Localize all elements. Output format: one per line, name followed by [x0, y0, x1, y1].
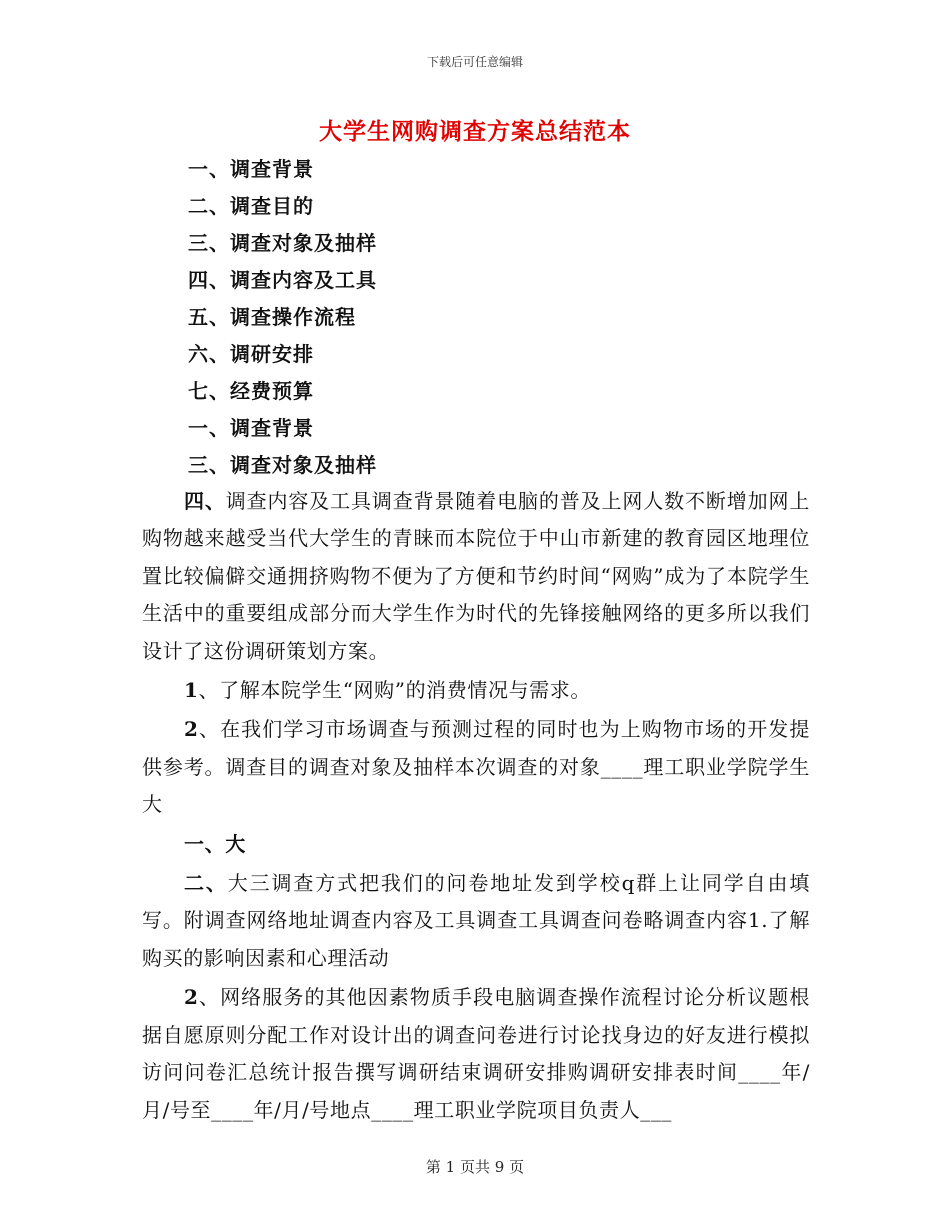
paragraph-text: 、在我们学习市场调查与预测过程的同时也为上购物市场的开发提供参考。调查目的调查对象及抽样本次调查的对象____理工职业学院学生大 [142, 717, 810, 817]
paragraph-process [142, 979, 810, 1129]
header-note: 下载后可任意编辑 [426, 55, 523, 69]
outline-list [188, 154, 377, 487]
paragraph-heading: 一、大 [184, 831, 246, 856]
paragraph-lead: 1 [184, 678, 199, 703]
page-footer: 第 1 页共 9 页 [425, 1158, 525, 1176]
paragraph-lead: 四、 [184, 489, 226, 513]
outline-item: 三、调查对象及抽样 [188, 231, 377, 255]
outline-item: 三、调查对象及抽样 [188, 453, 377, 477]
outline-item: 一、调查背景 [188, 157, 314, 181]
outline-item: 七、经费预算 [188, 379, 314, 403]
paragraph-text: 、了解本院学生“网购”的消费情况与需求。 [198, 678, 591, 703]
paragraph-goal-2 [142, 711, 810, 823]
paragraph-background [142, 483, 810, 670]
document-title: 大学生网购调查方案总结范本 [319, 118, 631, 145]
paragraph-text: 、网络服务的其他因素物质手段电脑调查操作流程讨论分析议题根据自愿原则分配工作对设计出的调查问卷进行讨论找身边的好友进行模拟访问问卷汇总统计报告撰写调研结束调研安排购调研安排表时间____年/月/号至____年/月/号地点____理工职业学院项目负责人___ [142, 985, 810, 1122]
paragraph-text: 大三调查方式把我们的问卷地址发到学校q群上让同学自由填写。附调查网络地址调查内容及工具调查工具调查问卷略调查内容1.了解购买的影响因素和心理活动 [142, 871, 810, 970]
outline-item: 一、调查背景 [188, 416, 314, 440]
outline-item: 四、调查内容及工具 [188, 268, 377, 292]
paragraph-lead: 2 [184, 985, 199, 1010]
paragraph-lead: 二、 [184, 871, 228, 896]
outline-item: 六、调研安排 [188, 342, 314, 366]
paragraph-goal-1 [142, 672, 810, 709]
outline-item: 五、调查操作流程 [188, 305, 356, 329]
body-text [142, 483, 810, 1131]
paragraph-method [142, 865, 810, 977]
paragraph-lead: 2 [184, 717, 199, 742]
paragraph-text: 调查内容及工具调查背景随着电脑的普及上网人数不断增加网上购物越来越受当代大学生的青睐而本院位于中山市新建的教育园区地理位置比较偏僻交通拥挤购物不便为了方便和节约时间“网购”成为了本院学生生活中的重要组成部分而大学生作为时代的先锋接触网络的更多所以我们设计了这份调研策划方案。 [142, 489, 810, 663]
outline-item: 二、调查目的 [188, 194, 314, 218]
